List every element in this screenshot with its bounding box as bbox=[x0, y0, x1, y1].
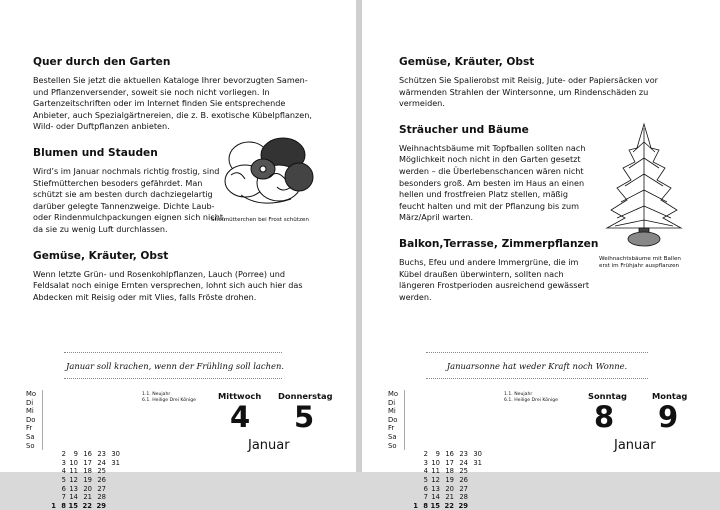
weekday-label: Do bbox=[388, 415, 398, 424]
weekday-label: Di bbox=[26, 398, 34, 407]
calendar-date: 5 bbox=[61, 475, 66, 484]
holiday: 1.1. Neujahr bbox=[142, 392, 171, 397]
section-text: Bestellen Sie jetzt die aktuellen Kataloge Ihrer bevorzugten Samen- und Pflanzenversender, soweit sie noch nicht vorliegen. In Gartenzeitschriften oder im Internet finden Sie entsprechende Anbieter, auch Spezialgärtnereien, die z. B. exotische Kübelpflanzen, Wild- oder Duftpflanzen anbieten. bbox=[33, 75, 312, 132]
calendar-divider bbox=[42, 390, 43, 450]
calendar-date: 25 bbox=[97, 467, 106, 476]
mini-calendar bbox=[388, 390, 482, 510]
calendar-divider bbox=[404, 390, 405, 450]
calendar-date: 30 bbox=[111, 450, 120, 459]
calendar-date: 23 bbox=[97, 450, 106, 459]
month-label: Januar bbox=[614, 438, 656, 453]
weekday-column bbox=[26, 390, 36, 450]
section-heading: Blumen und Stauden bbox=[33, 146, 158, 159]
calendar-date: 31 bbox=[111, 458, 120, 467]
calendar-date: 31 bbox=[473, 458, 482, 467]
calendar-date: 22 bbox=[444, 501, 454, 510]
calendar-date: 19 bbox=[83, 475, 92, 484]
calendar-date: 1 bbox=[51, 501, 56, 510]
calendar-date: 2 bbox=[423, 450, 428, 459]
calendar-date: 9 bbox=[435, 450, 440, 459]
holiday-list bbox=[142, 392, 196, 405]
weekday-label: Mo bbox=[26, 390, 37, 398]
tree-section bbox=[399, 124, 691, 304]
calendar-date: 16 bbox=[445, 450, 454, 459]
calendar-date: 14 bbox=[69, 493, 78, 502]
calendar-date: 1 bbox=[413, 501, 418, 510]
calendar-date: 21 bbox=[445, 493, 454, 502]
calendar-date: 11 bbox=[69, 467, 78, 476]
calendar-date: 29 bbox=[96, 501, 106, 510]
calendar-week bbox=[440, 450, 454, 510]
weekday-label: Mi bbox=[26, 407, 34, 416]
calendar-date: 24 bbox=[97, 458, 106, 467]
weekday-column bbox=[388, 390, 398, 450]
calendar-week bbox=[468, 450, 482, 467]
section-text: Weihnachtsbäume mit Topfballen sollten nach Möglichkeit noch nicht in den Garten gesetzt werden – die Überlebenschancen wären nicht besonders groß. Am besten im Haus an einen hellen und frostfreien Platz stellen, mäßig feucht halten und mit der Pflanzung bis zum März/April warten. bbox=[399, 142, 586, 223]
dotted-divider bbox=[64, 352, 282, 353]
dotted-divider bbox=[64, 378, 282, 379]
weekday-label: Sa bbox=[388, 432, 397, 441]
weekday-label: Do bbox=[26, 415, 36, 424]
weekday-label: Di bbox=[388, 398, 396, 407]
calendar-week bbox=[92, 450, 106, 510]
calendar-date: 23 bbox=[459, 450, 468, 459]
calendar-date: 26 bbox=[459, 475, 468, 484]
calendar-date: 13 bbox=[431, 484, 440, 493]
calendar-date: 30 bbox=[473, 450, 482, 459]
calendar-date: 8 bbox=[61, 501, 66, 510]
calendar-date: 28 bbox=[97, 493, 106, 502]
calendar-date: 3 bbox=[423, 458, 428, 467]
holiday: 1.1. Neujahr bbox=[504, 392, 533, 397]
pansy-section bbox=[33, 147, 323, 236]
calendar-date: 19 bbox=[445, 475, 454, 484]
weekday-label: Fr bbox=[388, 424, 395, 433]
calendar-date: 10 bbox=[69, 458, 78, 467]
calendar-date: 8 bbox=[423, 501, 428, 510]
calendar-date: 6 bbox=[61, 484, 66, 493]
calendar-date: 15 bbox=[430, 501, 440, 510]
right-page bbox=[362, 0, 720, 510]
section-heading: Sträucher und Bäume bbox=[399, 123, 529, 136]
calendar-date: 26 bbox=[97, 475, 106, 484]
weekday-label: Mo bbox=[388, 390, 399, 398]
pansy-caption: Stiefmütterchen bei Frost schützen bbox=[211, 216, 309, 223]
calendar-date: 17 bbox=[445, 458, 454, 467]
calendar-date: 7 bbox=[61, 493, 66, 502]
month-label: Januar bbox=[248, 438, 290, 453]
dotted-divider bbox=[426, 378, 648, 379]
quote: Januarsonne hat weder Kraft noch Wonne. bbox=[446, 361, 628, 371]
calendar-date: 12 bbox=[69, 475, 78, 484]
tree-caption: Weihnachtsbäume mit Ballen erst im Frühjahr auspflanzen bbox=[599, 255, 681, 269]
tree-illustration bbox=[601, 122, 687, 254]
calendar-date: 27 bbox=[459, 484, 468, 493]
calendar-date: 4 bbox=[423, 467, 428, 476]
calendar-date: 16 bbox=[83, 450, 92, 459]
calendar-date: 6 bbox=[423, 484, 428, 493]
section-text: Schützen Sie Spalierobst mit Reisig, Jute- oder Papiersäcken vor wärmenden Strahlen der Wintersonne, um Rindenschäden zu vermeiden. bbox=[399, 75, 658, 109]
day-number: 5 bbox=[294, 400, 315, 434]
section-heading: Balkon,Terrasse, Zimmerpflanzen bbox=[399, 237, 599, 250]
calendar-date: 13 bbox=[69, 484, 78, 493]
calendar-date: 20 bbox=[83, 484, 92, 493]
weekday-label: So bbox=[388, 441, 397, 450]
calendar-date: 18 bbox=[83, 467, 92, 476]
holiday-list bbox=[504, 392, 558, 405]
day-number: 9 bbox=[658, 400, 679, 434]
day-number: 8 bbox=[594, 400, 615, 434]
day-name: Montag bbox=[652, 391, 688, 401]
weekday-label: Sa bbox=[26, 432, 35, 441]
weekday-label: So bbox=[26, 441, 35, 450]
calendar-date: 18 bbox=[445, 467, 454, 476]
day-name: Donnerstag bbox=[278, 391, 333, 401]
calendar-week bbox=[428, 450, 440, 510]
calendar-week bbox=[78, 450, 92, 510]
calendar-date: 2 bbox=[61, 450, 66, 459]
calendar-date: 27 bbox=[97, 484, 106, 493]
mini-calendar bbox=[26, 390, 120, 510]
section-heading: Gemüse, Kräuter, Obst bbox=[33, 249, 169, 262]
calendar-date: 17 bbox=[83, 458, 92, 467]
calendar-date: 25 bbox=[459, 467, 468, 476]
calendar-date: 11 bbox=[431, 467, 440, 476]
calendar-week bbox=[410, 450, 418, 510]
calendar-date: 12 bbox=[431, 475, 440, 484]
dotted-divider bbox=[426, 352, 648, 353]
section-heading: Quer durch den Garten bbox=[33, 56, 171, 68]
holiday: 6.1. Heilige Drei Könige bbox=[504, 398, 558, 404]
calendar-week bbox=[56, 450, 66, 510]
left-page bbox=[0, 0, 356, 510]
calendar-date: 22 bbox=[82, 501, 92, 510]
calendar-date: 7 bbox=[423, 493, 428, 502]
calendar-date: 4 bbox=[61, 467, 66, 476]
calendar-date: 21 bbox=[83, 493, 92, 502]
calendar-date: 15 bbox=[68, 501, 78, 510]
calendar-date: 10 bbox=[431, 458, 440, 467]
quote: Januar soll krachen, wenn der Frühling soll lachen. bbox=[65, 361, 285, 371]
calendar-week bbox=[48, 450, 56, 510]
section-text: Wird’s im Januar nochmals richtig frostig, sind Stiefmütterchen besoders gefährdet. Man schützt sie am besten durch dachziegelartig darüber gelegte Tannenzweige. Dichte Laub- oder Rindenmulchpackungen eignen sich nicht, da sie zu wenig Luft durchlassen. bbox=[33, 165, 226, 234]
calendar-date: 20 bbox=[445, 484, 454, 493]
pansy-illustration bbox=[221, 137, 317, 215]
holiday: 6.1. Heilige Drei Könige bbox=[142, 398, 196, 404]
day-name: Sonntag bbox=[588, 391, 627, 401]
right-content bbox=[399, 56, 691, 317]
calendar-week bbox=[454, 450, 468, 510]
left-content bbox=[33, 56, 323, 317]
calendar-date: 24 bbox=[459, 458, 468, 467]
calendar-date: 29 bbox=[458, 501, 468, 510]
day-name: Mittwoch bbox=[218, 391, 262, 401]
day-number: 4 bbox=[230, 400, 251, 434]
weekday-label: Mi bbox=[388, 407, 396, 416]
section-text: Wenn letzte Grün- und Rosenkohlpflanzen, Lauch (Porree) und Feldsalat noch einige Ernten versprechen, lohnt sich auch hier das Abdecken mit Reisig oder mit Vlies, falls Fröste drohen. bbox=[33, 268, 303, 302]
section-heading: Gemüse, Kräuter, Obst bbox=[399, 56, 535, 68]
weekday-label: Fr bbox=[26, 424, 33, 433]
calendar-date: 9 bbox=[73, 450, 78, 459]
section-text: Buchs, Efeu und andere Immergrüne, die im Kübel draußen überwintern, sollten nach längeren Frostperioden ausreichend gewässert werden. bbox=[399, 256, 590, 302]
calendar-week bbox=[106, 450, 120, 467]
calendar-week bbox=[418, 450, 428, 510]
calendar-week bbox=[66, 450, 78, 510]
calendar-date: 14 bbox=[431, 493, 440, 502]
calendar-date: 3 bbox=[61, 458, 66, 467]
calendar-date: 5 bbox=[423, 475, 428, 484]
calendar-date: 28 bbox=[459, 493, 468, 502]
